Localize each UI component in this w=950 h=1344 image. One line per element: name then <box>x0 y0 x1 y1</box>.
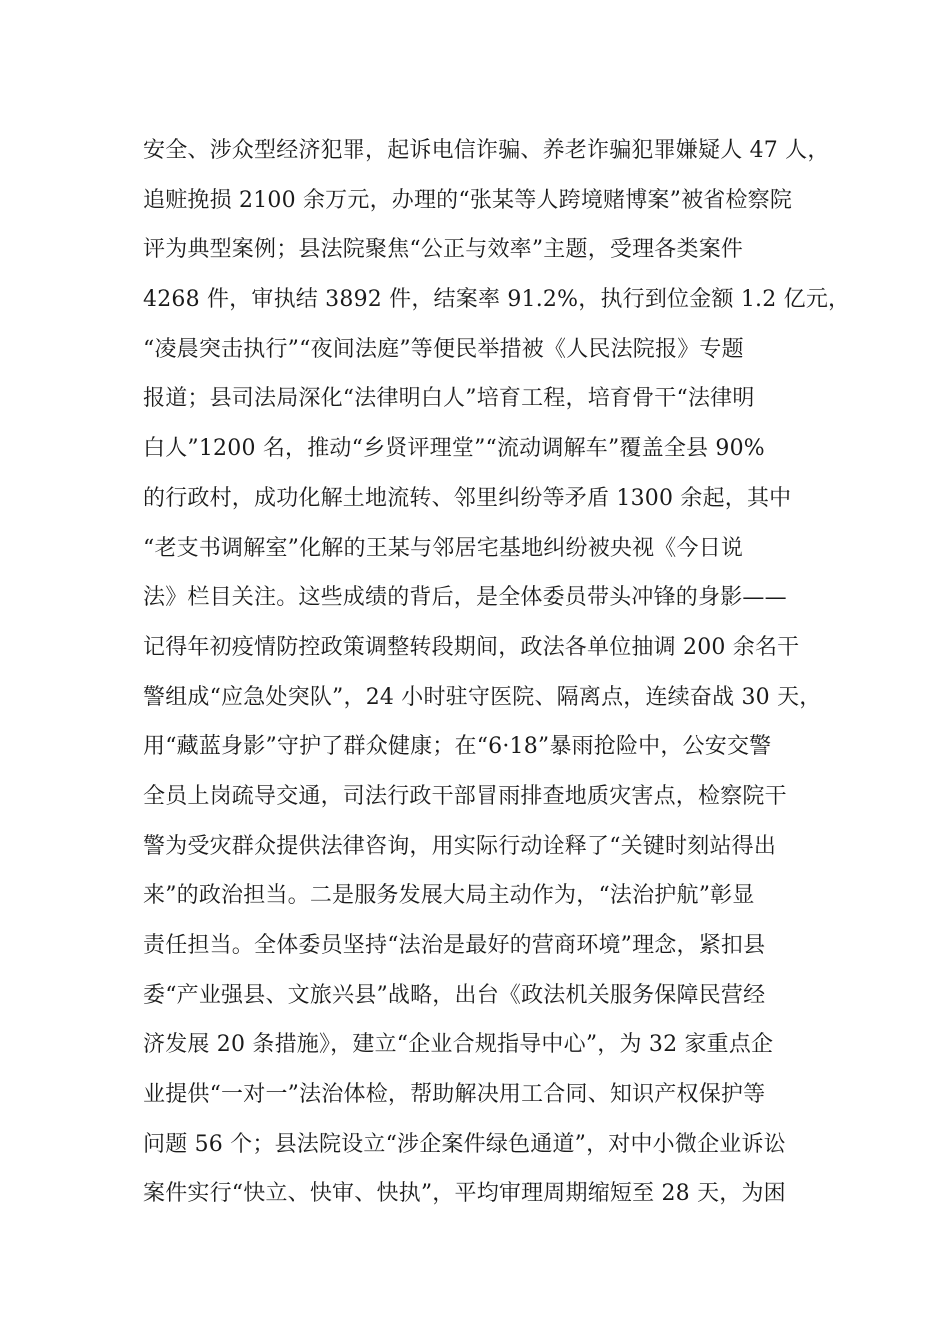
text-line: 警组成“应急处突队”，24 小时驻守医院、隔离点，连续奋战 30 天， <box>143 684 822 710</box>
text-line: “凌晨突击执行”“夜间法庭”等便民举措被《人民法院报》专题 <box>143 336 744 362</box>
text-line: 4268 件，审执结 3892 件，结案率 91.2%，执行到位金额 1.2 亿元， <box>143 287 851 313</box>
text-line: 来”的政治担当。二是服务发展大局主动作为，“法治护航”彰显 <box>143 883 755 909</box>
text-line: 追赃挽损 2100 余万元，办理的“张某等人跨境赌博案”被省检察院 <box>143 187 793 213</box>
text-line: 白人”1200 名，推动“乡贤评理堂”“流动调解车”覆盖全县 90% <box>143 436 765 462</box>
body-text <box>143 126 851 1219</box>
text-line: 案件实行“快立、快审、快执”，平均审理周期缩短至 28 天，为困 <box>143 1181 786 1207</box>
text-line: 警为受灾群众提供法律咨询，用实际行动诠释了“关键时刻站得出 <box>143 833 777 859</box>
text-line: 济发展 20 条措施》，建立“企业合规指导中心”，为 32 家重点企 <box>143 1032 774 1058</box>
text-line: 记得年初疫情防控政策调整转段期间，政法各单位抽调 200 余名干 <box>143 634 800 660</box>
text-line: 用“藏蓝身影”守护了群众健康；在“6·18”暴雨抢险中，公安交警 <box>143 734 772 760</box>
text-line: 问题 56 个；县法院设立“涉企案件绿色通道”，对中小微企业诉讼 <box>143 1131 786 1157</box>
text-line: 委“产业强县、文旅兴县”战略，出台《政法机关服务保障民营经 <box>143 982 766 1008</box>
text-line: 全员上岗疏导交通，司法行政干部冒雨排查地质灾害点，检察院干 <box>143 783 787 809</box>
text-line: 业提供“一对一”法治体检，帮助解决用工合同、知识产权保护等 <box>143 1082 766 1108</box>
text-line: 安全、涉众型经济犯罪，起诉电信诈骗、养老诈骗犯罪嫌疑人 47 人， <box>143 138 830 163</box>
text-line: 报道；县司法局深化“法律明白人”培育工程，培育骨干“法律明 <box>143 386 755 412</box>
text-line: 法》栏目关注。这些成绩的背后，是全体委员带头冲锋的身影—— <box>143 585 787 611</box>
text-line: “老支书调解室”化解的王某与邻居宅基地纠纷被央视《今日说 <box>143 535 744 561</box>
text-line: 的行政村，成功化解土地流转、邻里纠纷等矛盾 1300 余起，其中 <box>143 485 792 511</box>
text-line: 责任担当。全体委员坚持“法治是最好的营商环境”理念，紧扣县 <box>143 933 766 958</box>
text-line: 评为典型案例；县法院聚焦“公正与效率”主题，受理各类案件 <box>143 237 744 263</box>
